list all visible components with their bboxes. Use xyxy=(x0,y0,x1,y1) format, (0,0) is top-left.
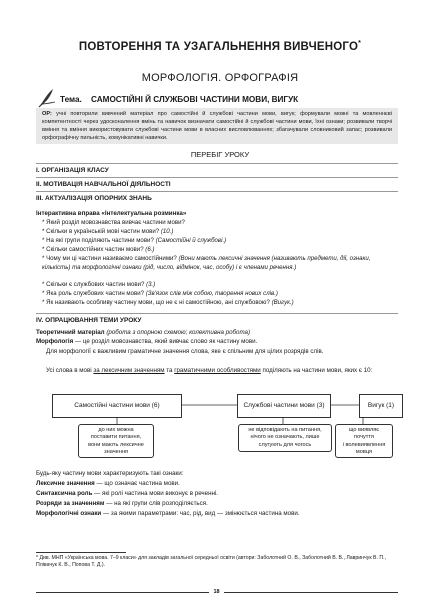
feature-item: Морфологічні ознаки — за якими параметрами: час, рід, вид — змінюється частина мови. xyxy=(36,510,300,517)
scheme-box-auxiliary-parts: Службові частини мови (3) xyxy=(237,394,331,418)
scheme-note-interjection: що виявляє почуття і волевиявлення мовця xyxy=(335,424,393,458)
topic-title: САМОСТІЙНІ Й СЛУЖБОВІ ЧАСТИНИ МОВИ, ВИГУК xyxy=(91,95,299,104)
stage-heading-4: IV. ОПРАЦЮВАННЯ ТЕМИ УРОКУ xyxy=(36,317,142,324)
list-item: * Скільки в українській мові частин мови? (10.) xyxy=(42,228,174,235)
topic-label: Тема. xyxy=(60,95,82,104)
list-item: * Який розділ мовознавства вивчає частини мови? xyxy=(42,219,185,226)
features-intro: Будь-яку частину мови характеризують такі ознаки: xyxy=(36,470,184,477)
goal-label: ОР: xyxy=(42,111,52,117)
feature-item: Лексичне значення — що означає частина мови. xyxy=(36,480,180,487)
lesson-plan-title: ПЕРЕБІГ УРОКУ xyxy=(190,150,250,159)
footnote: * Див. МНП «Українська мова. 7–9 класи» для закладів загальної середньої освіти (автори: Заболотний О. В., Заболотний В. В., Лавринчук В. П., Плівачук К. В., Попова Т. Д.). xyxy=(36,555,386,569)
list-item: * На які групи поділяють частини мови? (Самостійні й службові.) xyxy=(42,237,227,244)
footnote-divider xyxy=(36,552,126,553)
stage-heading-2: ІІ. МОТИВАЦІЯ НАВЧАЛЬНОЇ ДІЯЛЬНОСТІ xyxy=(36,181,171,188)
division-paragraph: Усі слова в мові за лексичним значенням та граматичними особливостями поділяють на частини мови, яких є 10: xyxy=(46,367,373,374)
scheme-note-independent: до них можна поставити питання, вони мають лексичне значення xyxy=(78,424,154,458)
feature-item: Розряди за значенням — на які групи слів розподіляється. xyxy=(36,500,208,507)
stage-heading-1: І. ОРГАНІЗАЦІЯ КЛАСУ xyxy=(36,167,109,174)
list-item: * Чому ми ці частини називаємо самостійними? (Вони мають лексичні значення (називають предмети, дії, ознаки, кількість) та морфологічні ознаки (рід, число, відмінок, час, особу) і є членами речення.) xyxy=(42,255,371,271)
list-item: * Як називають особливу частину мови, що не є ні самостійною, ані службовою? (Вигук.) xyxy=(42,299,294,306)
stage-heading-3: ІІІ. АКТУАЛІЗАЦІЯ ОПОРНИХ ЗНАНЬ xyxy=(36,195,152,202)
list-item: * Скільки самостійних частин мови? (6.) xyxy=(42,246,155,253)
theory-heading: Теоретичний матеріал (робота з опорною схемою; колективна робота) xyxy=(36,329,251,336)
scheme-box-interjection: Вигук (1) xyxy=(359,394,403,418)
section-subtitle: МОРФОЛОГІЯ. ОРФОГРАФІЯ xyxy=(141,72,299,84)
scheme-box-independent-parts: Самостійні частини мови (6) xyxy=(52,394,182,418)
feature-item: Синтаксична роль — які ролі частина мови виконує в реченні. xyxy=(36,490,219,497)
main-title-footnote-mark: * xyxy=(358,40,362,47)
list-item: * Скільки є службових частин мови? (3.) xyxy=(42,281,156,288)
morphology-definition: Морфологія — це розділ мовознавства, який вивчає слово як частину мови. xyxy=(36,338,258,345)
scheme-note-auxiliary: не відповідають на питання, нічого не означають, лише слугують для чогось xyxy=(238,424,332,452)
main-title-text: ПОВТОРЕННЯ ТА УЗАГАЛЬНЕННЯ ВИВЧЕНОГО xyxy=(78,40,359,53)
list-item: * Яка роль службових частин мови? (Зв'язок слів між собою, творення нових слів.) xyxy=(42,290,278,297)
morphology-paragraph: Для морфології є важливим граматичне значення слова, яке є спільним для цілих розрядів слів. xyxy=(46,348,324,355)
exercise-title: Інтерактивна вправа «Інтелектуальна розминка» xyxy=(36,210,187,217)
page-number: 18 xyxy=(0,589,433,595)
goal-text: учні повторили вивчений матеріал про самостійні й службові частини мови, вигук; формували мовні та мовленнєві компетентності через удосконалення вмінь та навичок визначати самостійні й службові частини мови, їхні ознаки; розвивали творчі вміння та вміння використовувати службові частини мови в власних висловлюваннях; збагачували словниковий запас; розвивали орфографічну пильність, комунікативні навички. xyxy=(42,111,392,141)
